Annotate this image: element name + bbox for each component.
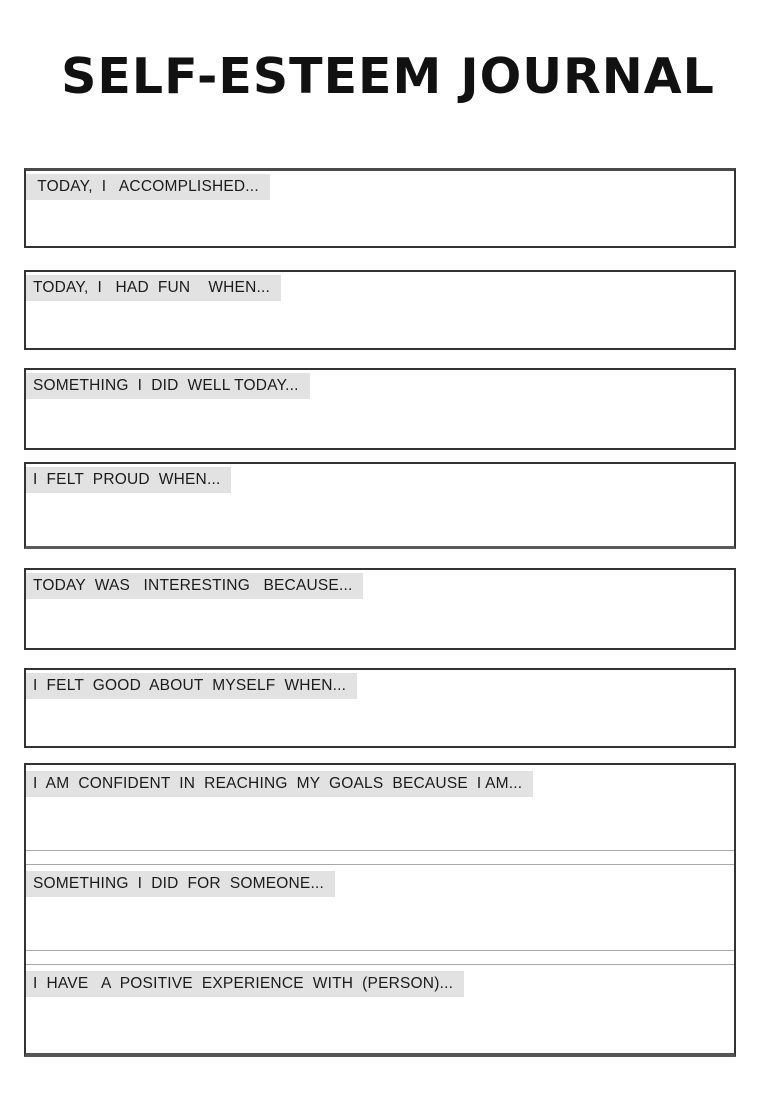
- prompt-label: I HAVE A POSITIVE EXPERIENCE WITH (PERSON)...: [26, 971, 464, 997]
- prompt-label: I FELT PROUD WHEN...: [26, 467, 231, 493]
- journal-box-accomplished: [24, 168, 736, 248]
- journal-box-felt-good: [24, 668, 736, 748]
- entry-area[interactable]: [26, 897, 734, 941]
- prompt-label: SOMETHING I DID WELL TODAY...: [26, 373, 310, 399]
- journal-box-interesting: [24, 568, 736, 650]
- prompt-label: TODAY, I HAD FUN WHEN...: [26, 275, 281, 301]
- page-title: SELF-ESTEEM JOURNAL: [61, 48, 715, 105]
- journal-box-did-for-someone: [26, 865, 734, 951]
- entry-area[interactable]: [26, 301, 734, 349]
- journal-box-did-well: [24, 368, 736, 450]
- separator-gap: [26, 951, 734, 965]
- separator-gap: [26, 851, 734, 865]
- journal-box-confident: [26, 765, 734, 851]
- journal-box-felt-proud: [24, 462, 736, 549]
- entry-area[interactable]: [26, 493, 734, 541]
- entry-area[interactable]: [26, 997, 734, 1041]
- prompt-label: TODAY WAS INTERESTING BECAUSE...: [26, 573, 363, 599]
- prompt-label: SOMETHING I DID FOR SOMEONE...: [26, 871, 335, 897]
- journal-box-positive-experience: [26, 965, 734, 1053]
- entry-area[interactable]: [26, 797, 734, 841]
- prompt-label: I AM CONFIDENT IN REACHING MY GOALS BECAUSE I AM...: [26, 771, 533, 797]
- entry-area[interactable]: [26, 599, 734, 647]
- journal-box-had-fun: [24, 270, 736, 350]
- prompt-label: I FELT GOOD ABOUT MYSELF WHEN...: [26, 673, 357, 699]
- entry-area[interactable]: [26, 699, 734, 747]
- prompt-label: TODAY, I ACCOMPLISHED...: [26, 174, 270, 200]
- journal-box-group: [24, 763, 736, 1057]
- entry-area[interactable]: [26, 399, 734, 447]
- entry-area[interactable]: [26, 200, 734, 248]
